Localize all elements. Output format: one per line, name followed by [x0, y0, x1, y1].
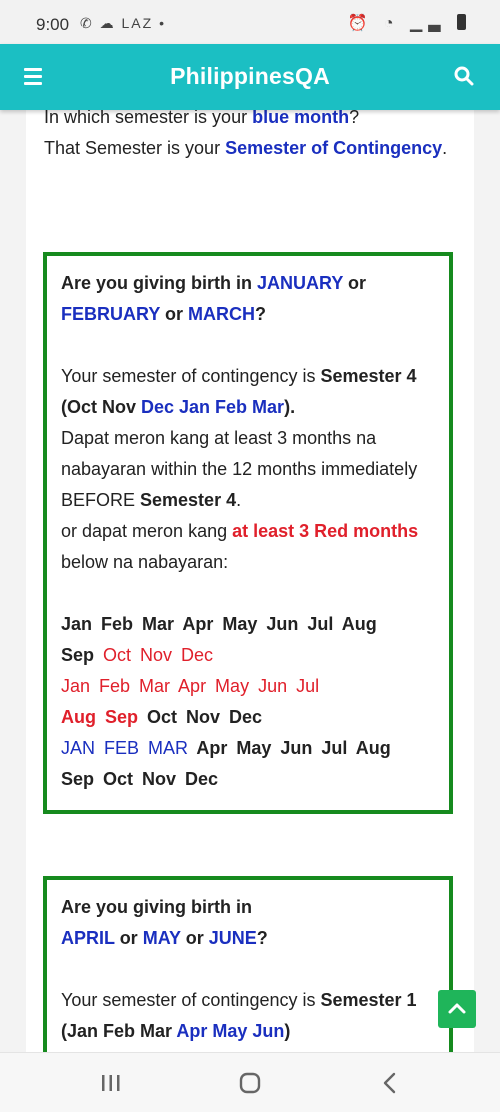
box-question	[61, 268, 435, 330]
question-text: or	[180, 928, 209, 948]
month-list: Sep Oct Nov Dec	[61, 769, 219, 789]
site-header	[0, 44, 500, 110]
chevron-up-icon	[438, 990, 476, 1028]
search-icon[interactable]	[454, 66, 474, 86]
month-row	[61, 764, 435, 795]
status-bar	[0, 0, 500, 44]
requirement-text	[61, 423, 435, 516]
statement-text: Your semester of contingency is	[61, 990, 321, 1010]
question-text: ?	[255, 304, 267, 324]
statement-text: )	[284, 1021, 291, 1041]
intro-text-part: In which semester is your	[44, 110, 253, 127]
red-month-list: Oct Nov Dec	[103, 645, 214, 665]
requirement-text-part: below na nabayaran:	[61, 552, 229, 572]
laz-icon: LAZ	[121, 15, 154, 31]
notification-icons	[80, 15, 166, 32]
month-highlight: APRIL	[61, 928, 115, 948]
month-highlight: JUNE	[208, 928, 257, 948]
month-row	[61, 733, 435, 764]
month-row	[61, 702, 435, 733]
requirement-text-red	[61, 516, 435, 578]
question-text: or	[343, 273, 367, 293]
month-list: Sep	[61, 645, 104, 665]
box-question	[61, 892, 435, 954]
question-text: Are you giving birth in	[61, 897, 253, 917]
intro-text-part: ?	[349, 110, 360, 127]
month-row	[61, 640, 435, 671]
semester-label: Semester 4 (Oct Nov	[61, 366, 417, 417]
semester-label: Semester 1 (Jan Feb Mar	[61, 990, 417, 1041]
month-highlight: MAY	[142, 928, 181, 948]
question-text: or	[114, 928, 143, 948]
apr-may-jun-box	[43, 876, 453, 1052]
month-list: Jan Feb Mar Apr May Jun Jul Aug	[61, 614, 377, 634]
semester-label: Semester 4	[140, 490, 237, 510]
system-icons	[347, 13, 466, 33]
red-months-text: at least 3 Red months	[232, 521, 419, 541]
intro-text	[44, 110, 464, 164]
red-month-list: Jan Feb Mar Apr May Jun Jul	[61, 676, 320, 696]
signal-icon: ▁▃	[409, 15, 447, 32]
recent-apps-icon[interactable]	[100, 1073, 122, 1093]
blue-month-text: blue month	[252, 110, 350, 127]
month-highlight: JANUARY	[257, 273, 344, 293]
month-list: Apr May Jun Jul Aug	[188, 738, 391, 758]
requirement-text-part: or dapat meron kang	[61, 521, 233, 541]
requirement-text-part: Dapat meron kang at least 3 months na nabayaran within the 12 months immediately BEFORE	[61, 428, 418, 510]
scroll-to-top-button[interactable]	[438, 990, 476, 1028]
statement-text: ).	[284, 397, 296, 417]
dot-icon: •	[159, 15, 166, 31]
site-title[interactable]: PhilippinesQA	[170, 63, 330, 89]
alarm-icon: ⏰	[347, 15, 374, 32]
semester-months: Apr May Jun	[176, 1021, 285, 1041]
question-text: ?	[256, 928, 268, 948]
battery-icon	[457, 14, 466, 30]
home-icon[interactable]	[238, 1071, 262, 1095]
month-highlight: MARCH	[188, 304, 256, 324]
contingency-statement	[61, 985, 435, 1047]
statement-text: Your semester of contingency is	[61, 366, 321, 386]
intro-text-part: .	[442, 138, 448, 158]
semester-of-contingency-text: Semester of Contingency	[225, 138, 443, 158]
jan-feb-mar-box	[43, 252, 453, 814]
status-time: 9:00	[36, 15, 70, 34]
cloud-icon: ☁	[99, 15, 116, 31]
month-list: Oct Nov Dec	[138, 707, 263, 727]
article-content	[26, 110, 474, 1052]
intro-text-part: That Semester is your	[44, 138, 226, 158]
month-row	[61, 671, 435, 702]
question-text: or	[160, 304, 189, 324]
red-month-list: Aug Sep	[61, 707, 139, 727]
blue-month-list: JAN FEB MAR	[61, 738, 189, 758]
question-text: Are you giving birth in	[61, 273, 258, 293]
requirement-text-part: .	[236, 490, 242, 510]
month-highlight: FEBRUARY	[61, 304, 161, 324]
semester-months: Dec Jan Feb Mar	[141, 397, 285, 417]
wifi-icon: ◔	[383, 15, 400, 32]
whatsapp-icon: ✆	[80, 15, 94, 31]
contingency-statement	[61, 361, 435, 423]
month-row	[61, 609, 435, 640]
back-icon[interactable]	[380, 1071, 400, 1095]
android-nav-bar	[0, 1052, 500, 1112]
